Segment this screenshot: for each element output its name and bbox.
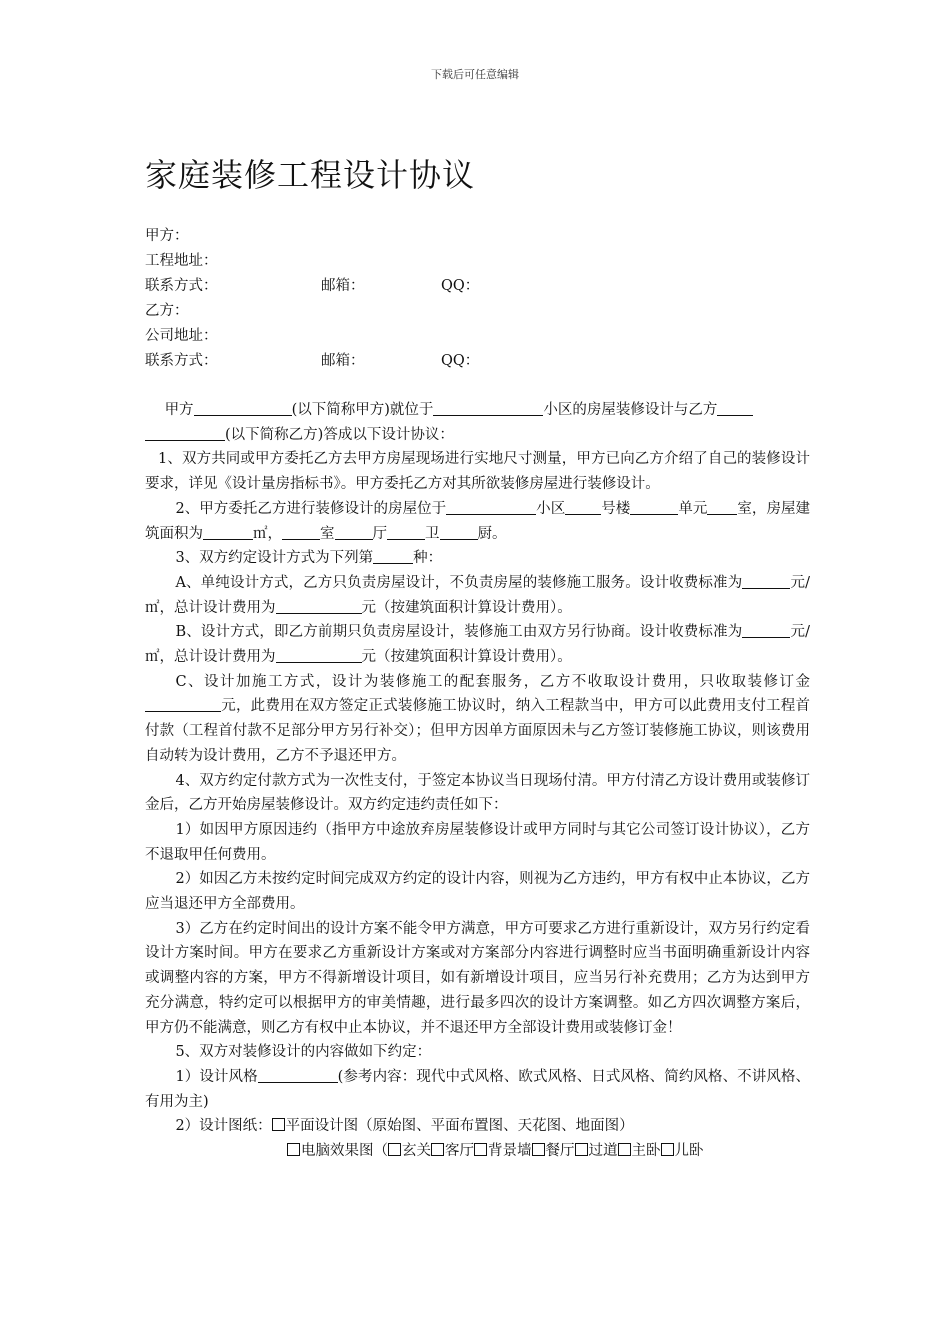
clause-5-1: 1）设计风格 (参考内容：现代中式风格、欧式风格、日式风格、简约风格、不讲风格、有用为主) bbox=[145, 1068, 810, 1110]
party-b-email-label: 邮箱： bbox=[321, 353, 365, 369]
blank-rate-b bbox=[742, 623, 790, 639]
blank-community bbox=[433, 401, 543, 417]
blank-party-b-1 bbox=[717, 401, 753, 417]
blank-building bbox=[565, 499, 601, 515]
clause-5-2-render: 电脑效果图（ 玄关 客厅 背景墙 餐厅 过道 主卧 儿卧 bbox=[145, 1139, 810, 1164]
party-b-address-row bbox=[145, 324, 805, 349]
party-a-qq-label: QQ： bbox=[441, 278, 480, 294]
clause-3a: A、单纯设计方式，乙方只负责房屋设计，不负责房屋的装修施工服务。设计收费标准为 元/㎡，总计设计费用为 元（按建筑面积计算设计费用）。 bbox=[145, 574, 811, 616]
blank-deposit bbox=[145, 697, 221, 713]
clause-3c: C、设计加施工方式，设计为装修施工的配套服务，乙方不收取设计费用，只收取装修订金元，此费用在双方签定正式装修施工协议时，纳入工程款当中，甲方可以此费用支付工程首付款（工程首付款不足部分甲方另行补交）；但甲方因单方面原因未与乙方签订装修施工协议，则该费用自动转为设计费用，乙方不予退还甲方。 bbox=[145, 673, 810, 764]
party-b-contact-row bbox=[145, 349, 805, 374]
party-b-row bbox=[145, 299, 805, 324]
checkbox-room[interactable] bbox=[618, 1143, 631, 1156]
clause-3: 3、双方约定设计方式为下列第 种： bbox=[175, 550, 443, 567]
header-note: 下载后可任意编辑 bbox=[431, 68, 519, 81]
party-b-address-label: 公司地址： bbox=[145, 328, 218, 344]
party-b-qq-label: QQ： bbox=[441, 353, 480, 369]
blank-party-a bbox=[194, 401, 292, 417]
clause-4-1: 1）如因甲方原因违约（指甲方中途放弃房屋装修设计或甲方同时与其它公司签订设计协议），乙方不退取甲任何费用。 bbox=[145, 821, 810, 863]
blank-unit bbox=[630, 499, 678, 515]
blank-total-b bbox=[276, 648, 362, 664]
clause-5: 5、双方对装修设计的内容做如下约定： bbox=[175, 1044, 432, 1061]
blank-halls bbox=[335, 524, 373, 540]
blank-method bbox=[373, 549, 413, 565]
party-a-row bbox=[145, 224, 805, 249]
party-a-email-label: 邮箱： bbox=[321, 278, 365, 294]
clause-1: 1、双方共同或甲方委托乙方去甲方房屋现场进行实地尺寸测量，甲方已向乙方介绍了自己的装修设计要求，详见《设计量房指标书》。甲方委托乙方对其所欲装修房屋进行装修设计。 bbox=[145, 451, 810, 493]
party-a-address-row bbox=[145, 249, 805, 274]
blank-community-name bbox=[446, 499, 536, 515]
blank-style bbox=[258, 1067, 338, 1083]
party-a-label: 甲方： bbox=[145, 228, 189, 244]
checkbox-render[interactable] bbox=[287, 1143, 300, 1156]
checkbox-room[interactable] bbox=[474, 1143, 487, 1156]
checkbox-plan[interactable] bbox=[272, 1118, 285, 1131]
room-option: 过道 bbox=[575, 1143, 618, 1159]
room-option: 客厅 bbox=[431, 1143, 474, 1159]
room-option: 玄关 bbox=[388, 1143, 431, 1159]
party-info bbox=[145, 224, 805, 374]
blank-room-1 bbox=[707, 499, 737, 515]
party-b-label: 乙方： bbox=[145, 303, 189, 319]
room-option: 儿卧 bbox=[661, 1143, 704, 1159]
party-a-address-label: 工程地址： bbox=[145, 253, 218, 269]
party-b-contact-label: 联系方式： bbox=[145, 353, 218, 369]
blank-total-a bbox=[276, 598, 362, 614]
clause-5-2: 2）设计图纸： 平面设计图（原始图、平面布置图、天花图、地面图） bbox=[175, 1118, 634, 1135]
blank-bedrooms bbox=[282, 524, 320, 540]
blank-rate-a bbox=[742, 573, 790, 589]
checkbox-room[interactable] bbox=[532, 1143, 545, 1156]
checkbox-room[interactable] bbox=[388, 1143, 401, 1156]
checkbox-room[interactable] bbox=[661, 1143, 674, 1156]
room-option: 背景墙 bbox=[474, 1143, 532, 1159]
blank-area bbox=[203, 524, 253, 540]
clause-4: 4、双方约定付款方式为一次性支付，于签定本协议当日现场付清。甲方付清乙方设计费用或装修订金后，乙方开始房屋装修设计。双方约定违约责任如下： bbox=[145, 772, 810, 814]
intro-paragraph: 甲方 (以下简称甲方)就位于 小区的房屋装修设计与乙方 (以下简称乙方)答成以下设计协议： bbox=[145, 398, 810, 447]
party-a-contact-label: 联系方式： bbox=[145, 278, 218, 294]
blank-kitchens bbox=[440, 524, 478, 540]
room-option: 主卧 bbox=[618, 1143, 661, 1159]
blank-baths bbox=[387, 524, 425, 540]
checkbox-room[interactable] bbox=[575, 1143, 588, 1156]
clause-4-3: 3）乙方在约定时间出的设计方案不能令甲方满意，甲方可要求乙方进行重新设计，双方另行约定看设计方案时间。甲方在要求乙方重新设计方案或对方案部分内容进行调整时应当书面明确重新设计内容或调整内容的方案，甲方不得新增设计项目，如有新增设计项目，应当另行补充费用；乙方为达到甲方充分满意，特约定可以根据甲方的审美情趣，进行最多四次的设计方案调整。如乙方四次调整方案后，甲方仍不能满意，则乙方有权中止本协议，并不退还甲方全部设计费用或装修订金！ bbox=[145, 920, 810, 1036]
agreement-body bbox=[145, 398, 810, 1164]
document-title: 家庭装修工程设计协议 bbox=[145, 156, 476, 194]
party-a-contact-row bbox=[145, 274, 805, 299]
clause-4-2: 2）如因乙方未按约定时间完成双方约定的设计内容，则视为乙方违约，甲方有权中止本协议，乙方应当退还甲方全部费用。 bbox=[145, 871, 810, 913]
clause-2: 2、甲方委托乙方进行装修设计的房屋位于 小区 号楼 单元 室，房屋建筑面积为 ㎡， 室 厅 卫 厨。 bbox=[145, 500, 811, 542]
room-option: 餐厅 bbox=[532, 1143, 575, 1159]
blank-party-b-2 bbox=[145, 425, 225, 441]
clause-3b: B、设计方式，即乙方前期只负责房屋设计，装修施工由双方另行协商。设计收费标准为 元/㎡，总计设计费用为 元（按建筑面积计算设计费用）。 bbox=[145, 624, 810, 666]
checkbox-room[interactable] bbox=[431, 1143, 444, 1156]
